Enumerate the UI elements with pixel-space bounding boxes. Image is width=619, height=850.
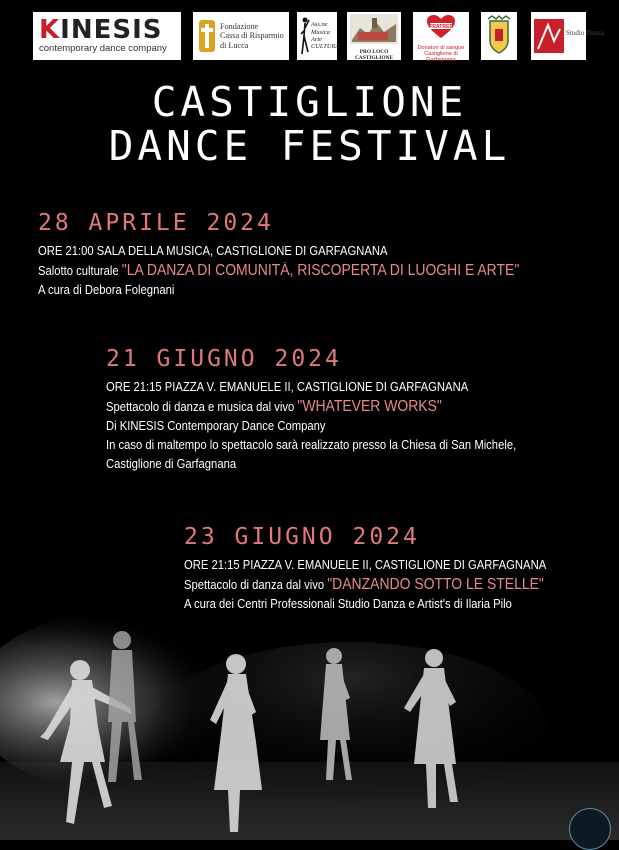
event-time-venue: ORE 21:00 SALA DELLA MUSICA, CASTIGLIONE DI GARFAGNANA — [38, 244, 388, 258]
kinesis-logo — [33, 12, 181, 60]
coat-of-arms-icon — [484, 15, 514, 57]
event-type: Spettacolo di danza e musica dal vivo — [106, 400, 298, 414]
event-highlight-title: "LA DANZA DI COMUNITÀ, RISCOPERTA DI LUOGHI E ARTE" — [121, 262, 520, 279]
proloco-line-1: PRO LOCO — [359, 49, 389, 55]
village-illustration-icon — [350, 14, 398, 44]
studio-danza-mark-icon — [534, 15, 604, 57]
event-highlight-title: "DANZANDO SOTTO LE STELLE" — [327, 576, 544, 593]
proloco-logo — [347, 12, 401, 60]
kinesis-logo-k: K — [39, 15, 61, 45]
fratres-line-2: Castiglione di Garfagnana — [424, 51, 458, 63]
kinesis-logo-tagline: contemporary dance company — [39, 43, 167, 54]
event-time-venue: ORE 21:15 PIAZZA V. EMANUELE II, CASTIGLIONE DI GARFAGNANA — [106, 380, 469, 394]
proloco-line-2: CASTIGLIONE — [354, 55, 394, 61]
associazione-line-3: Arte — [311, 36, 323, 43]
event-1 — [38, 210, 573, 300]
sponsor-logos-bar — [0, 12, 619, 62]
fratres-logo — [413, 12, 469, 63]
associazione-logo — [297, 12, 340, 60]
fondazione-line-3: di Lucca — [220, 40, 249, 50]
event-description — [106, 397, 516, 417]
festival-title-line-1: CASTIGLIONE — [151, 78, 468, 126]
event-date: 28 APRILE 2024 — [38, 210, 274, 236]
kinesis-logo-wordmark: INESIS — [60, 15, 163, 45]
fondazione-line-2: Cassa di Risparmio — [220, 31, 284, 41]
event-weather-note: In caso di maltempo lo spettacolo sarà realizzato presso la Chiesa di San Michele, — [106, 438, 517, 452]
dancers-photo — [0, 612, 619, 840]
fondazione-logo — [193, 12, 289, 60]
event-2 — [106, 346, 562, 474]
dancer-silhouette-icon — [299, 16, 311, 56]
associazione-line-2: Musica — [311, 28, 330, 36]
event-type: Salotto culturale — [38, 264, 122, 278]
fratres-line-1: Donatori di sangue — [417, 45, 465, 51]
event-company: Di KINESIS Contemporary Dance Company — [106, 419, 326, 433]
associazione-line-4: CULTURA — [311, 43, 340, 51]
event-time-venue: ORE 21:15 PIAZZA V. EMANUELE II, CASTIGLIONE DI GARFAGNANA — [184, 558, 547, 572]
event-date: 23 GIUGNO 2024 — [184, 524, 420, 550]
event-description — [184, 575, 546, 595]
event-curator: A cura di Debora Folegnani — [38, 283, 175, 297]
event-weather-location: Castiglione di Garfagnana — [106, 457, 237, 471]
fratres-name: FRATRES — [429, 24, 453, 30]
event-curator: A cura dei Centri Professionali Studio Danza e Artist's di Ilaria Pilo — [184, 597, 512, 611]
event-highlight-title: "WHATEVER WORKS" — [297, 398, 442, 415]
fondazione-line-1: Fondazione — [220, 21, 259, 31]
fondazione-mark-icon — [197, 18, 217, 54]
coat-of-arms-logo — [481, 12, 517, 60]
event-type: Spettacolo di danza dal vivo — [184, 578, 328, 592]
heart-icon — [426, 14, 456, 40]
event-3 — [184, 524, 586, 614]
studio-danza-logo — [531, 12, 604, 60]
event-description — [38, 261, 519, 281]
circular-badge-icon — [569, 808, 611, 850]
associazione-line-1: Ass.ne — [311, 21, 328, 29]
event-date: 21 GIUGNO 2024 — [106, 346, 342, 372]
festival-title-line-2: DANCE FESTIVAL — [108, 122, 511, 170]
studio-danza-name: Studio Danza — [566, 29, 604, 37]
